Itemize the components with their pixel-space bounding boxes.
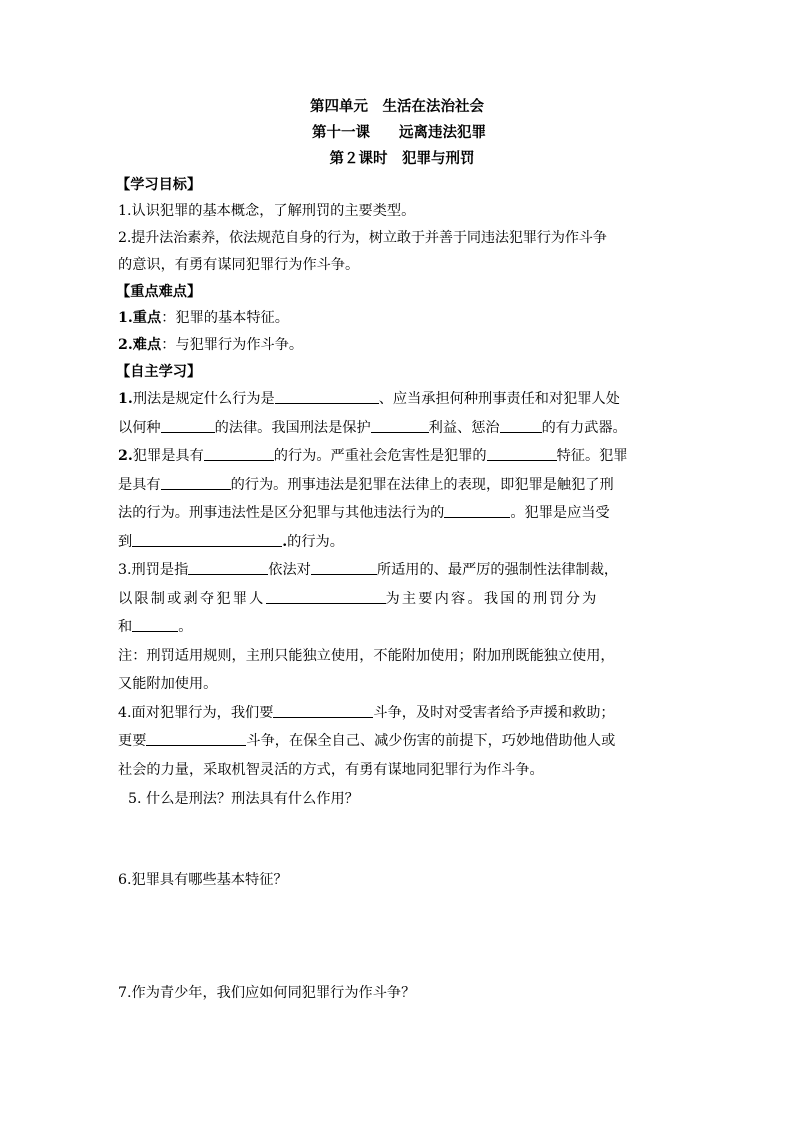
q4-text-b: 斗争，及时对受害者给予声援和救助； [373,704,615,721]
objective-1: 1.认识犯罪的基本概念，了解刑罚的主要类型。 [118,203,416,219]
q1-text-b: 、应当承担何种刑事责任和对犯罪人处 [378,391,620,407]
q4-line3: 社会的力量，采取机智灵活的方式，有勇有谋地同犯罪行为作斗争。 [118,761,544,778]
key-point-text: ：犯罪的基本特征。 [161,310,289,326]
self-study-heading: 【自主学习】 [116,364,202,380]
q2-text-b: 的行为。严重社会危害性是犯罪的 [273,448,487,464]
q4-line2 [118,727,678,756]
q3-line3 [118,613,678,642]
worksheet-page [118,94,678,1007]
q2-blank-3[interactable] [161,474,231,490]
note-line1: 注：刑罚适用规则，主刑只能独立使用，不能附加使用；附加刑既能独立使用， [118,647,615,664]
q2-line4 [118,528,678,557]
q3-line2 [118,585,678,614]
q1-blank-1[interactable] [275,388,379,404]
unit-title: 第四单元 生活在法治社会 [310,98,484,115]
q1-text-e: 利益、惩治 [428,419,500,436]
q3-text-d: 以限制或剥夺犯罪人 [118,590,266,607]
q2-text-e: 的行为。刑事违法是犯罪在法律上的表现，即犯罪是触犯了刑 [230,476,614,493]
difficult-point [118,332,678,359]
q3-blank-3[interactable] [266,588,386,604]
lesson-title: 第十一课 远离违法犯罪 [312,124,486,141]
q2-text-a: 犯罪是具有 [132,448,204,464]
q2-line3 [118,499,678,528]
period-title: 第２课时 犯罪与刑罚 [329,150,475,167]
q2-line1 [118,442,678,471]
q2-blank-4[interactable] [444,502,510,518]
objective-2: 2.提升法治素养，依法规范自身的行为，树立敢于并善于同违法犯罪行为作斗争 [118,230,607,246]
q3-text-a: 3.刑罚是指 [118,562,189,578]
q3-text-f: 和 [118,619,133,635]
q3-blank-4[interactable] [132,616,178,632]
q1-text-a: 刑法是规定什么行为是 [132,391,275,407]
q2-number: 2. [118,448,133,464]
keypoints-heading: 【重点难点】 [116,284,202,300]
q3-blank-2[interactable] [311,559,377,575]
q4-text-c: 更要 [118,733,147,749]
q3-text-b: 依法对 [268,562,311,578]
q1-text-c: 以何种 [118,419,161,436]
q2-blank-5[interactable] [132,531,282,547]
q3-text-c: 所适用的、最严厉的强制性法律制裁， [376,562,619,578]
q4-blank-1[interactable] [273,702,373,718]
q4-blank-2[interactable] [146,730,246,746]
q2-text-f: 法的行为。刑事违法性是区分犯罪与其他违法行为的 [118,505,445,521]
q4-text-d: 斗争，在保全自己、减少伤害的前提下，巧妙地借助他人或 [246,733,616,749]
difficult-point-text: ：与犯罪行为作斗争。 [161,337,304,353]
q2-text-j: 的行为。 [287,533,344,550]
q3-line1 [118,556,678,585]
q3-text-g: 。 [178,619,193,635]
q1-text-f: 的有力武器。 [541,419,627,436]
q1-line1 [118,385,678,414]
q1-blank-2[interactable] [161,417,215,433]
q1-blank-4[interactable] [500,417,542,433]
q3-text-e: 为主要内容。我国的刑罚分为 [385,590,599,607]
difficult-point-label: 2.难点 [118,337,162,353]
key-point [118,305,678,332]
q2-blank-1[interactable] [204,445,274,461]
question-7: 7.作为青少年，我们应如何同犯罪行为作斗争？ [118,985,416,1001]
q2-line2 [118,471,678,500]
q4-text-a: 4.面对犯罪行为，我们要 [118,704,274,721]
q1-blank-3[interactable] [371,417,429,433]
q1-line2 [118,414,678,443]
note-line2: 又能附加使用。 [118,676,218,692]
objective-2-cont: 的意识，有勇有谋同犯罪行为作斗争。 [118,257,360,273]
q2-text-h: 到 [118,533,133,550]
question-5: 5. 什么是刑法？刑法具有什么作用？ [128,791,359,807]
question-6: 6.犯罪具有哪些基本特征？ [118,872,288,888]
q4-line1 [118,699,678,728]
q2-text-c: 特征。犯罪 [556,448,628,464]
q2-blank-2[interactable] [487,445,557,461]
q2-text-g: 。犯罪是应当受 [510,505,610,521]
q2-text-d: 是具有 [118,476,161,493]
question-block [118,385,678,784]
q1-number: 1. [118,391,133,407]
q1-text-d: 的法律。我国刑法是保护 [214,419,371,436]
objectives-heading: 【学习目标】 [116,177,202,193]
q2-text-i: . [282,533,288,550]
q3-blank-1[interactable] [188,559,268,575]
key-point-label: 1.重点 [118,310,162,326]
